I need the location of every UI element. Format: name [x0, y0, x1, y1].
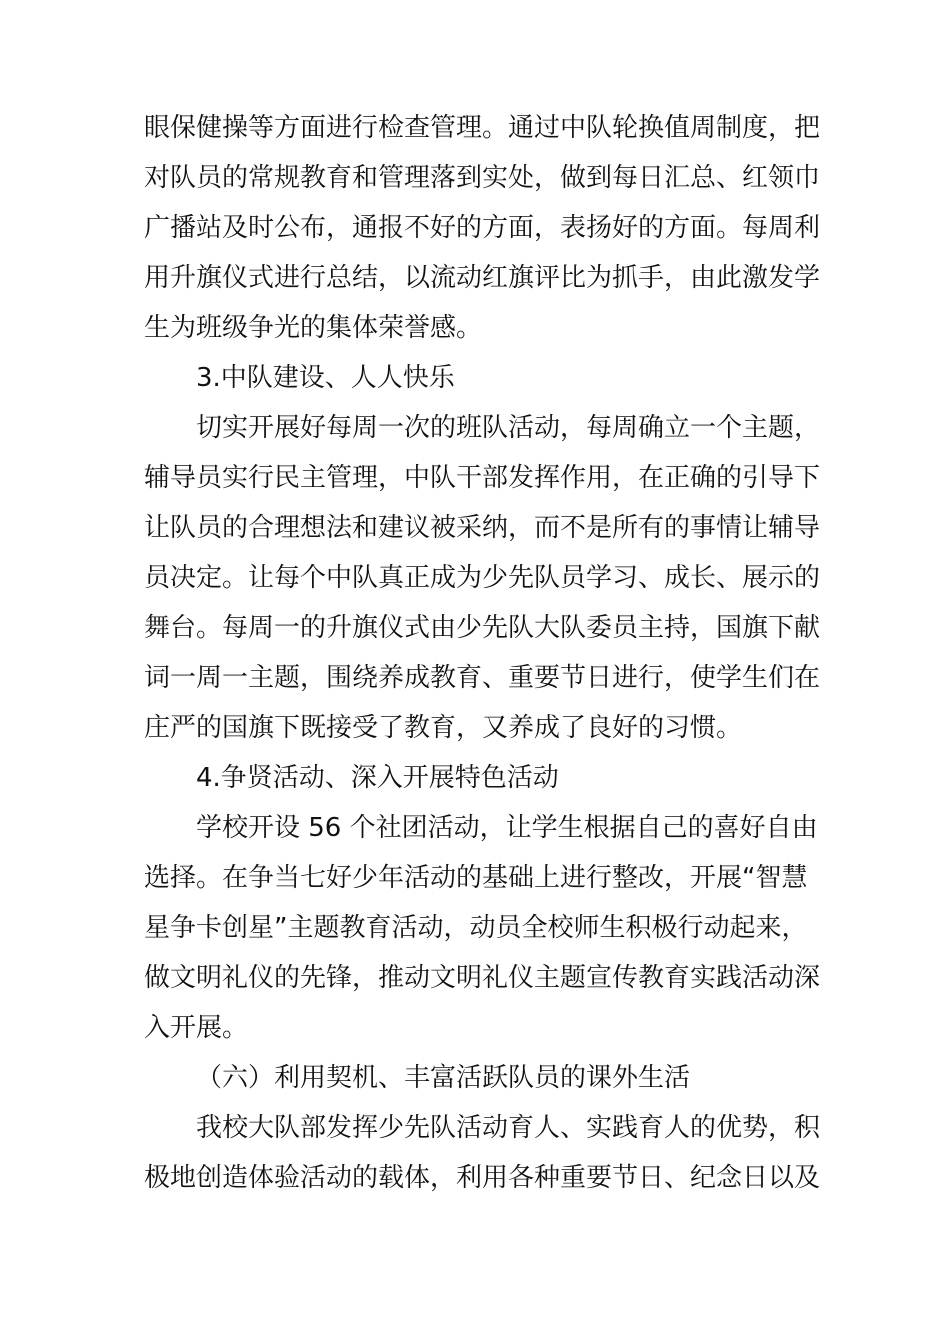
- text-line: 眼保健操等方面进行检查管理。通过中队轮换值周制度，把: [144, 113, 821, 143]
- text-line: 让队员的合理想法和建议被采纳，而不是所有的事情让辅导: [144, 513, 821, 543]
- text-line: 生为班级争光的集体荣誉感。: [144, 313, 483, 343]
- text-line: 员决定。让每个中队真正成为少先队员学习、成长、展示的: [144, 563, 821, 593]
- section-heading: 4.争贤活动、深入开展特色活动: [196, 763, 559, 793]
- text-line: 极地创造体验活动的载体，利用各种重要节日、纪念日以及: [144, 1163, 821, 1193]
- text-line: 选择。在争当七好少年活动的基础上进行整改，开展“智慧: [144, 863, 808, 893]
- text-line: 星争卡创星”主题教育活动，动员全校师生积极行动起来，: [144, 913, 808, 943]
- text-line: 广播站及时公布，通报不好的方面，表扬好的方面。每周利: [144, 213, 821, 243]
- section-heading: （六）利用契机、丰富活跃队员的课外生活: [196, 1063, 691, 1093]
- text-line: 做文明礼仪的先锋，推动文明礼仪主题宣传教育实践活动深: [144, 963, 821, 993]
- document-body: [144, 103, 824, 1203]
- text-line: 我校大队部发挥少先队活动育人、实践育人的优势，积: [196, 1113, 821, 1143]
- text-line: 入开展。: [144, 1013, 249, 1043]
- text-line: 学校开设 56 个社团活动，让学生根据自己的喜好自由: [196, 813, 818, 843]
- text-line: 切实开展好每周一次的班队活动，每周确立一个主题，: [196, 413, 821, 443]
- text-line: 对队员的常规教育和管理落到实处，做到每日汇总、红领巾: [144, 163, 821, 193]
- text-line: 词一周一主题，围绕养成教育、重要节日进行，使学生们在: [144, 663, 821, 693]
- text-line: 舞台。每周一的升旗仪式由少先队大队委员主持，国旗下献: [144, 613, 821, 643]
- text-line: 庄严的国旗下既接受了教育，又养成了良好的习惯。: [144, 713, 743, 743]
- text-line: 用升旗仪式进行总结，以流动红旗评比为抓手，由此激发学: [144, 263, 821, 293]
- text-line: 辅导员实行民主管理，中队干部发挥作用，在正确的引导下: [144, 463, 821, 493]
- section-heading: 3.中队建设、人人快乐: [196, 363, 455, 393]
